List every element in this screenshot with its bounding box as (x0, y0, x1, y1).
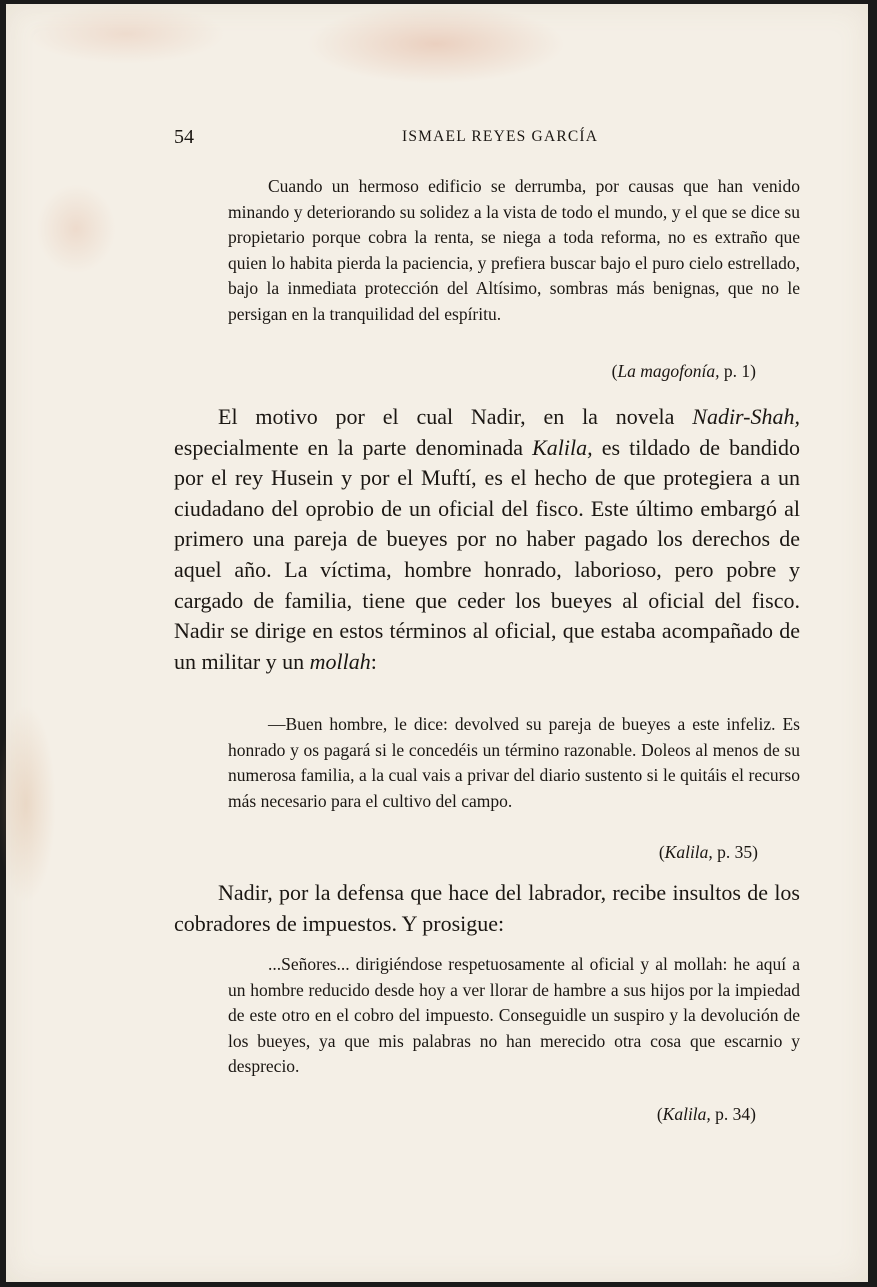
mollah-term: mollah (309, 648, 371, 674)
running-head: ISMAEL REYES GARCÍA (402, 128, 599, 145)
quote-1-citation: (La magofonía, p. 1) (611, 361, 756, 381)
stain-top-center (306, 4, 566, 84)
paragraph-2 (174, 878, 800, 939)
quote-1-text: Cuando un hermoso edificio se derrumba, por causas que han venido minando y deteriorando su solidez a la vista de todo el mundo, y el que se dice su propietario porque cobra la renta, se niega a toda reforma, no es extraño que quien lo habita pierda la paciencia, y prefiera buscar bajo el puro cielo estrellado, bajo la inmediata protección del Altísimo, sombras más benignas, que no le persigan en la tranquilidad del espíritu. (228, 176, 800, 324)
page-number: 54 (174, 126, 194, 148)
stain-left-edge (36, 184, 116, 274)
citation-title: Kalila, (664, 842, 713, 862)
stain-left-middle (0, 704, 56, 904)
novel-title: Nadir-Shah, (692, 404, 800, 429)
quote-3-text: ...Señores... dirigiéndose respetuosamente al oficial y al mollah: he aquí a un hombre reducido desde hoy a ver llorar de hambre a sus hijos por la impiedad de este otro en el cobro del impuesto. Conseguidle un suspiro y la devolución de los bueyes, ya que mis palabras no han merecido otra cosa que escarnio y desprecio. (228, 954, 800, 1076)
quote-2-text: —Buen hombre, le dice: devolved su pareja de bueyes a este infeliz. Es honrado y os pagará si le concedéis un término razonable. Doleos al menos de su numerosa familia, a la cual vais a privar del diario sustento si le quitáis el recurso más necesario para el cultivo del campo. (228, 714, 800, 811)
citation-title: Kalila, (662, 1104, 711, 1124)
paragraph-1: El motivo por el cual Nadir, en la novela Nadir-Shah, especialmente en la parte denominada Kalila, es tildado de bandido por el rey Husein y por el Muftí, es el hecho de que protegiera a un ciudadano del oprobio de un oficial del fisco. Este último embargó al primero una pareja de bueyes por no haber pagado los derechos de aquel año. La víctima, hombre honrado, laborioso, pero pobre y cargado de familia, tiene que ceder los bueyes al oficial del fisco. Nadir se dirige en estos términos al oficial, que estaba acompañado de un militar y un mollah: (174, 404, 800, 674)
quote-block-2 (228, 712, 800, 814)
quote-2-citation: (Kalila, p. 35) (658, 842, 758, 862)
quote-block-3 (228, 952, 800, 1080)
citation-title: La magofonía, (617, 361, 720, 381)
document-page (6, 4, 868, 1282)
section-title: Kalila, (532, 434, 593, 460)
stain-top-left (26, 4, 226, 64)
paragraph-2-text: Nadir, por la defensa que hace del labrador, recibe insultos de los cobradores de impuestos. Y prosigue: (174, 880, 800, 936)
quote-block-1 (228, 174, 800, 327)
quote-3-citation: (Kalila, p. 34) (656, 1104, 756, 1124)
